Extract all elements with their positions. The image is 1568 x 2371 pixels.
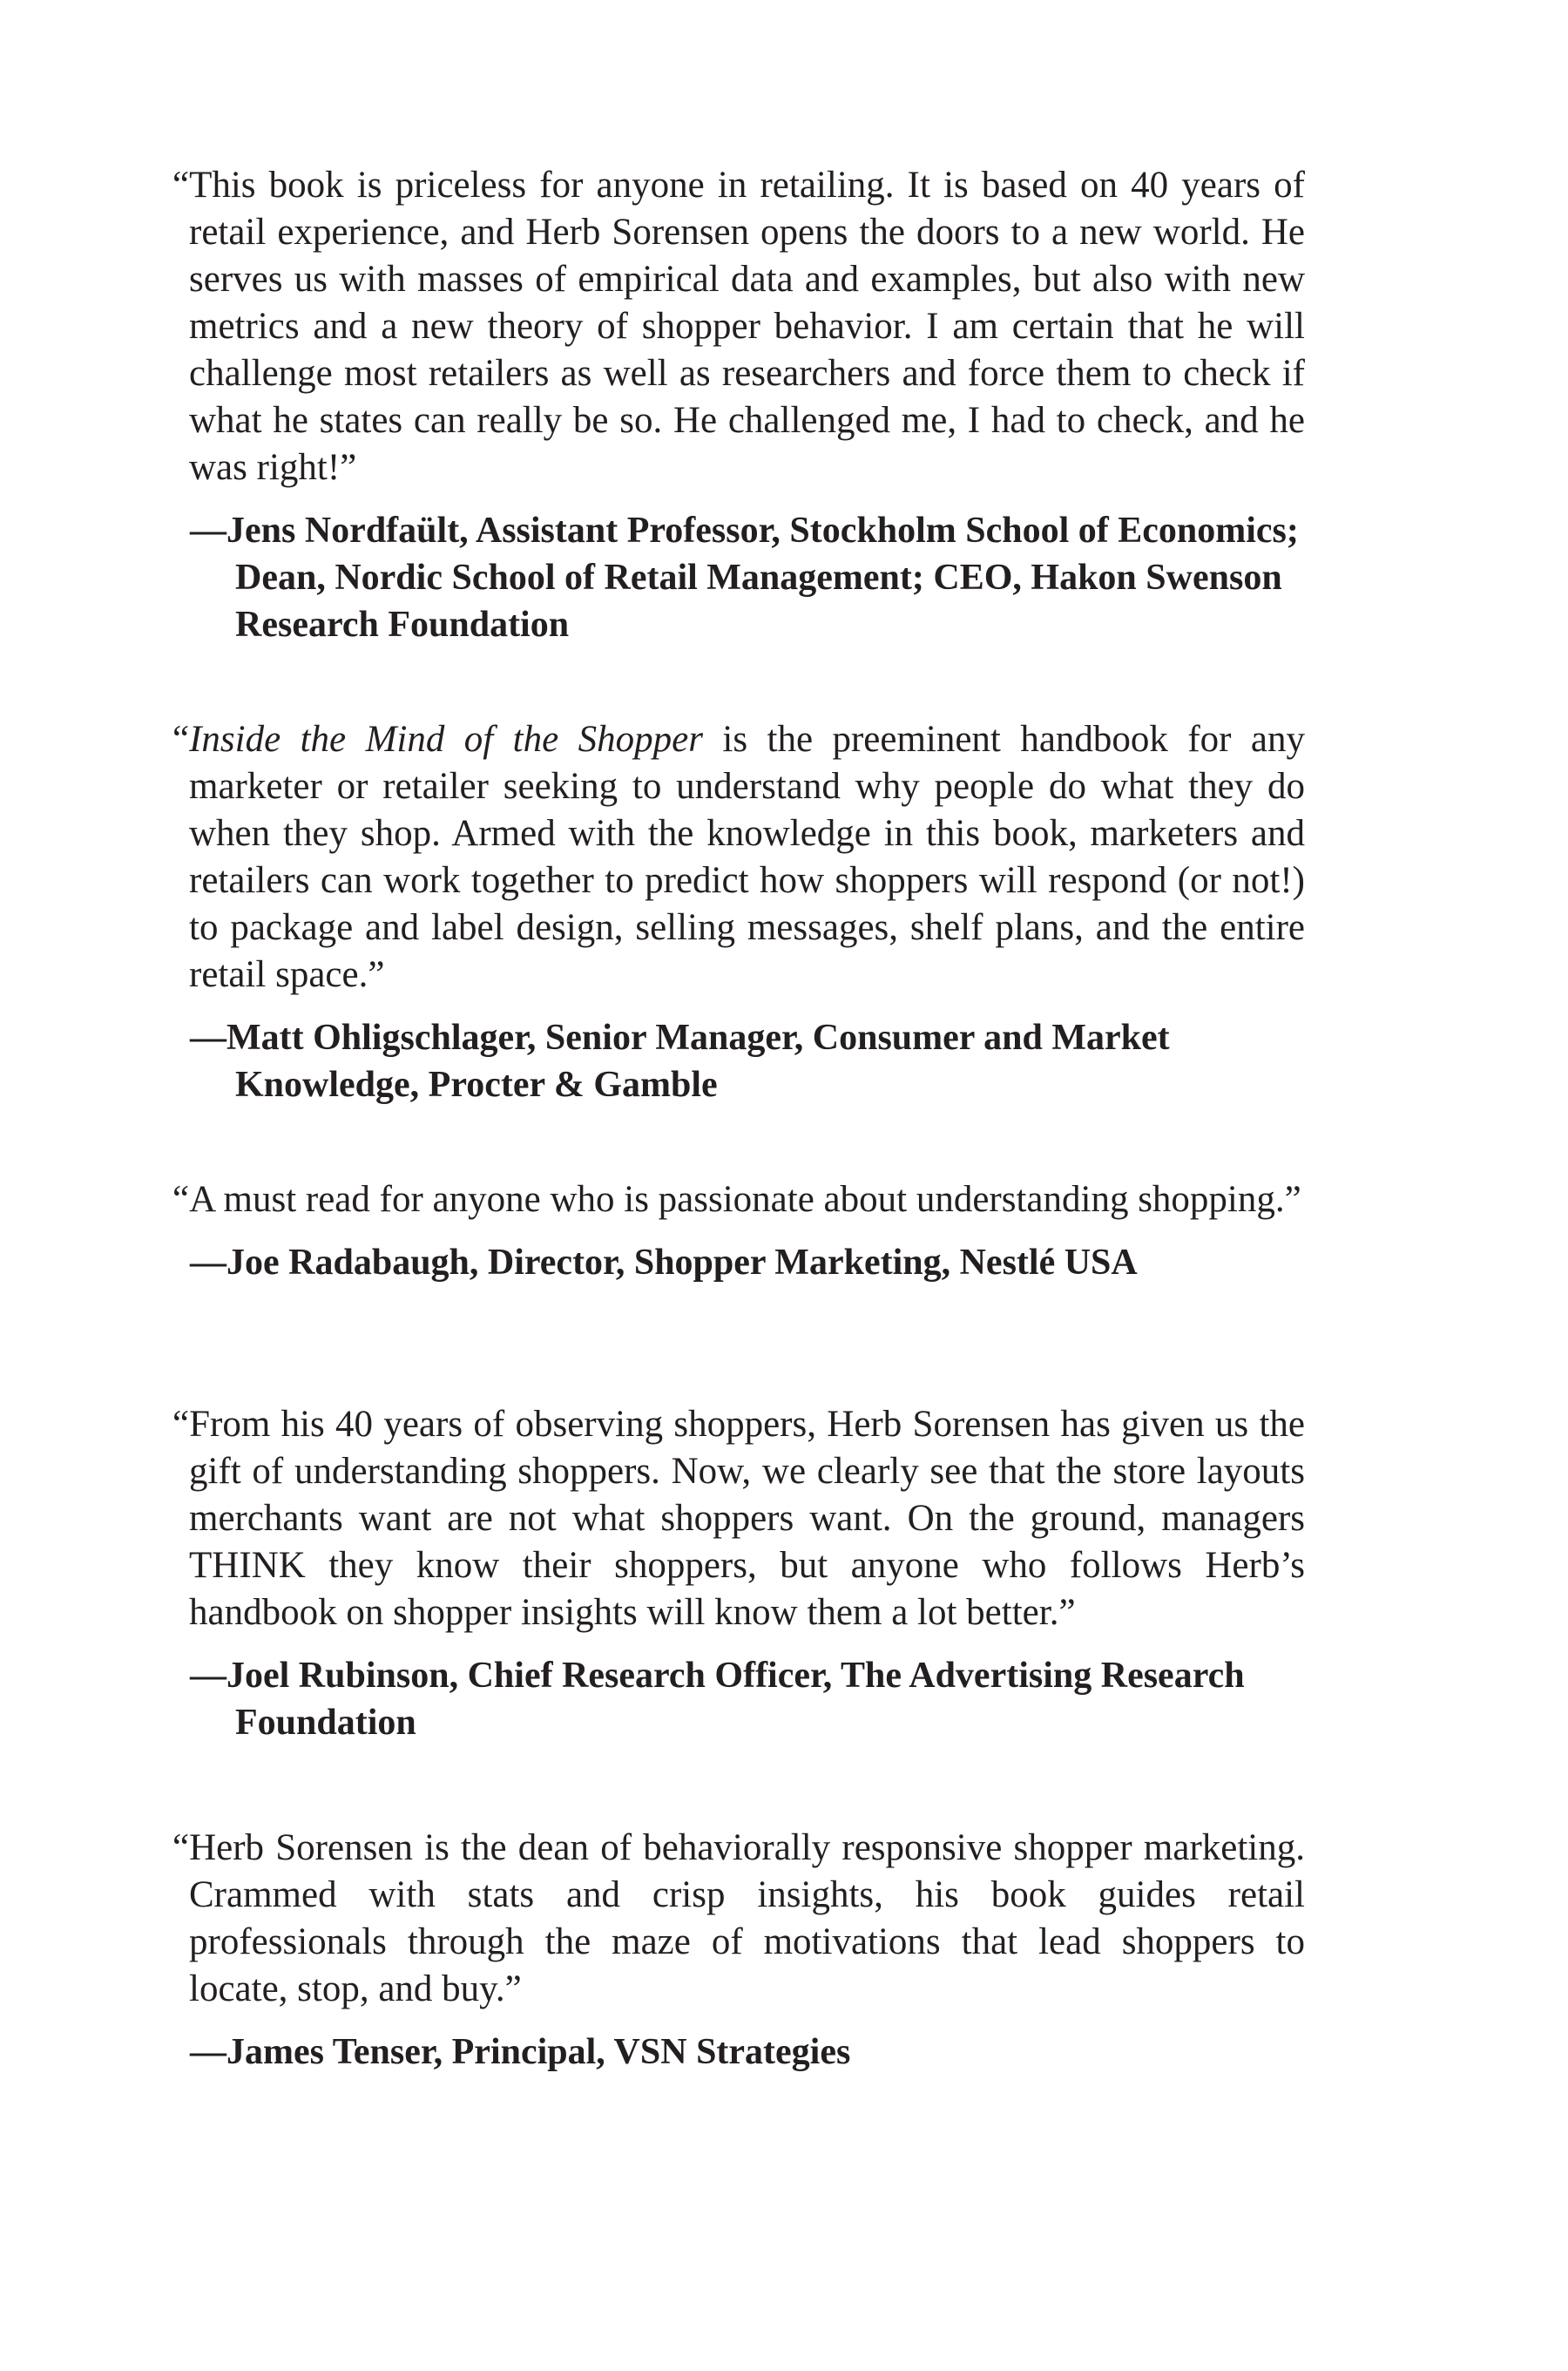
quote-text: “Herb Sorensen is the dean of behaviorally responsive shopper marketing. Crammed with stats and crisp insights, his book guides retail professionals through the maze of motivations that lead shoppers to locate, stop, and buy.” (172, 1827, 1305, 2009)
testimonial (172, 1176, 1305, 1286)
testimonial-attribution: —Joel Rubinson, Chief Research Officer, The Advertising Research Foundation (190, 1656, 1245, 1743)
testimonial (172, 1825, 1305, 2076)
testimonial (172, 162, 1305, 648)
testimonial-quote (172, 1401, 1305, 1636)
testimonial-attribution: —Joe Radabaugh, Director, Shopper Marketing, Nestlé USA (190, 1243, 1138, 1283)
testimonial (172, 1401, 1305, 1746)
quote-text: “From his 40 years of observing shoppers, Herb Sorensen has given us the gift of understanding shoppers. Now, we clearly see that the store layouts merchants want are not what shoppers want. On the ground, managers THINK they know their shoppers, but anyone who follows Herb’s handbook on shopper insights will know them a lot better.” (172, 1404, 1305, 1633)
testimonial-attribution: —Jens Nordfaült, Assistant Professor, Stockholm School of Economics; Dean, Nordic School of Retail Management; CEO, Hakon Swenson Research Foundation (190, 511, 1299, 645)
testimonial-attribution: —Matt Ohligschlager, Senior Manager, Consumer and Market Knowledge, Procter & Gamble (190, 1018, 1170, 1105)
quote-lead: “ (172, 719, 190, 760)
testimonial (172, 716, 1305, 1108)
quote-text: “This book is priceless for anyone in retailing. It is based on 40 years of retail experience, and Herb Sorensen opens the doors to a new world. He serves us with masses of empirical data and examples, but also with new metrics and a new theory of shopper behavior. I am certain that he will challenge most retailers as well as researchers and force them to check if what he states can really be so. He challenged me, I had to check, and he was right!” (172, 165, 1305, 488)
testimonial-quote (172, 162, 1305, 491)
testimonial-quote (172, 1825, 1305, 2013)
testimonial-attribution: —James Tenser, Principal, VSN Strategies (190, 2032, 851, 2072)
testimonial-quote (172, 1176, 1305, 1223)
testimonial-quote (172, 716, 1305, 999)
book-title: Inside the Mind of the Shopper (189, 719, 703, 760)
quote-text: “A must read for anyone who is passionate about understanding shopping.” (172, 1179, 1301, 1220)
quote-text: is the preeminent handbook for any marketer or retailer seeking to understand why people do what they do when they shop. Armed with the knowledge in this book, marketers and retailers can work together to predict how shoppers will respond (or not!) to package and label design, selling messages, shelf plans, and the entire retail space.” (189, 719, 1305, 995)
